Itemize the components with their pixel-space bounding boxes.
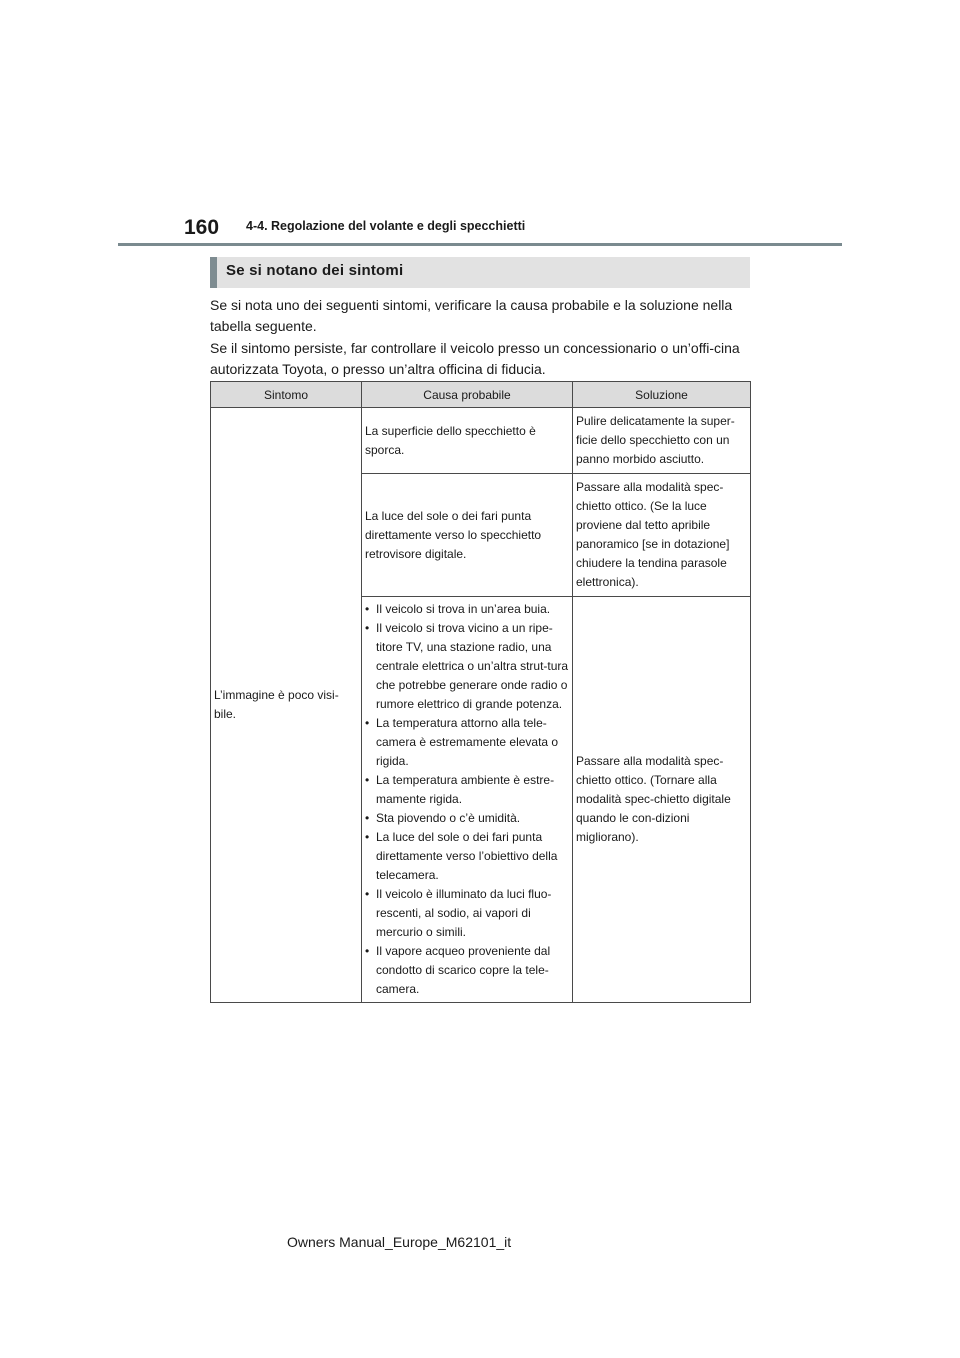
section-heading: 4-4. Regolazione del volante e degli specchietti [246, 219, 526, 233]
footer-document-id: Owners Manual_Europe_M62101_it [287, 1234, 512, 1250]
cause-cell [362, 597, 573, 1003]
table-row [211, 408, 751, 474]
symptom-table [210, 381, 751, 1003]
section-title: Se si notano dei sintomi [226, 262, 404, 279]
table-header-row [211, 382, 751, 408]
header-rule [118, 243, 842, 246]
list-item: • Il veicolo si trova vicino a un ripe-titore TV, una stazione radio, una centrale elettrica o un’altra strut-tura che potrebbe generare onde radio o rumore elettrico di grande potenza. [365, 619, 569, 714]
solution-cell: Pulire delicatamente la super-ficie dello specchietto con un panno morbido asciutto. [573, 408, 751, 474]
section-title-bar [210, 257, 750, 288]
cause-cell: La superficie dello specchietto è sporca. [362, 408, 573, 474]
list-item: • Il veicolo è illuminato da luci fluo-rescenti, al sodio, ai vapori di mercurio o simili. [365, 885, 569, 942]
header-cause: Causa probabile [362, 382, 573, 408]
page-number: 160 [184, 216, 220, 239]
intro-paragraph-2: Se il sintomo persiste, far controllare il veicolo presso un concessionario o un’offi-cina autorizzata Toyota, o presso un’altra officina di fiducia. [210, 340, 740, 377]
list-item: • La temperatura ambiente è estre-mamente rigida. [365, 771, 569, 809]
header-symptom: Sintomo [211, 382, 362, 408]
header-solution: Soluzione [573, 382, 751, 408]
solution-cell: Passare alla modalità spec-chietto ottico. (Tornare alla modalità spec-chietto digitale quando le con-dizioni migliorano). [573, 597, 751, 1003]
intro-paragraph-1: Se si nota uno dei seguenti sintomi, verificare la causa probabile e la soluzione nella tabella seguente. [210, 297, 733, 334]
cause-list [365, 600, 569, 999]
solution-cell: Passare alla modalità spec-chietto ottico. (Se la luce proviene dal tetto apribile panoramico [se in dotazione] chiudere la tendina parasole elettronica). [573, 474, 751, 597]
cause-cell: La luce del sole o dei fari punta direttamente verso lo specchietto retrovisore digitale. [362, 474, 573, 597]
list-item: • La temperatura attorno alla tele-camera è estremamente elevata o rigida. [365, 714, 569, 771]
list-item: • La luce del sole o dei fari punta direttamente verso l’obiettivo della telecamera. [365, 828, 569, 885]
symptom-cell: L’immagine è poco visi-bile. [211, 408, 362, 1003]
list-item: • Sta piovendo o c’è umidità. [365, 809, 569, 828]
list-item: • Il vapore acqueo proveniente dal condotto di scarico copre la tele-camera. [365, 942, 569, 999]
list-item: • Il veicolo si trova in un’area buia. [365, 600, 569, 619]
